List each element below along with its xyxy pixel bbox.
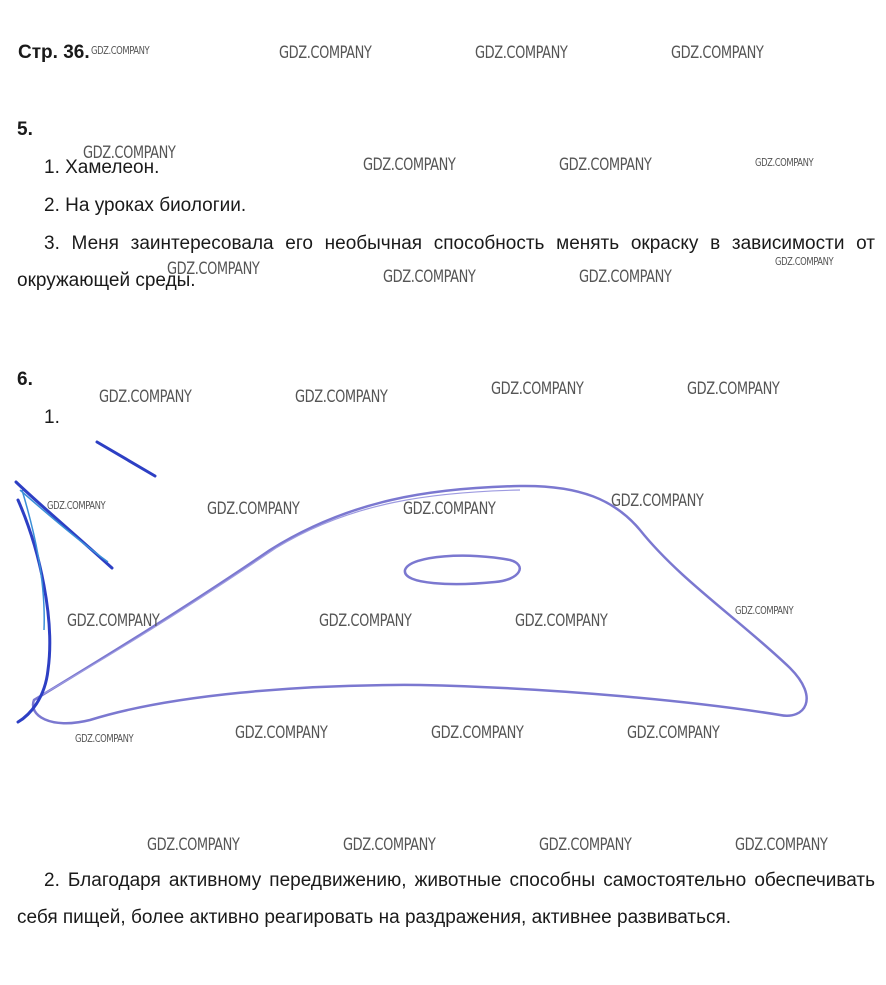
task-6-item-1-label: 1. <box>44 407 60 428</box>
watermark: GDZ.COMPANY <box>775 255 834 268</box>
flagellum-accent <box>22 490 44 630</box>
watermark: GDZ.COMPANY <box>279 43 372 63</box>
watermark: GDZ.COMPANY <box>671 43 764 63</box>
watermark: GDZ.COMPANY <box>627 723 720 743</box>
watermark: GDZ.COMPANY <box>295 387 388 407</box>
nucleus <box>405 556 520 584</box>
watermark: GDZ.COMPANY <box>755 156 814 169</box>
watermark: GDZ.COMPANY <box>475 43 568 63</box>
task-6-answer-2: 2. Благодаря активному передвижению, животные способны самостоятельно обеспечивать себя пищей, более активно реагировать на раздражения, активнее развиваться. <box>17 870 875 928</box>
watermark: GDZ.COMPANY <box>491 379 584 399</box>
watermark: GDZ.COMPANY <box>167 259 260 279</box>
task-6-number: 6. <box>17 369 33 390</box>
watermark: GDZ.COMPANY <box>431 723 524 743</box>
watermark: GDZ.COMPANY <box>403 499 496 519</box>
task-5-answer-1: 1. Хамелеон. <box>44 157 160 178</box>
stroke-mark-1 <box>97 442 155 476</box>
watermark: GDZ.COMPANY <box>687 379 780 399</box>
watermark: GDZ.COMPANY <box>99 387 192 407</box>
euglena-drawing <box>0 430 886 760</box>
watermark: GDZ.COMPANY <box>319 611 412 631</box>
watermark: GDZ.COMPANY <box>67 611 160 631</box>
body-outline-inner <box>40 490 520 696</box>
watermark: GDZ.COMPANY <box>47 499 106 512</box>
body-outline <box>33 486 807 723</box>
task-5-answer-3: 3. Меня заинтересовала его необычная способность менять окраску в зависимости от окружающей среды. <box>17 233 875 291</box>
watermark: GDZ.COMPANY <box>75 732 134 745</box>
watermark: GDZ.COMPANY <box>515 611 608 631</box>
watermark: GDZ.COMPANY <box>235 723 328 743</box>
watermark: GDZ.COMPANY <box>147 835 240 855</box>
watermark: GDZ.COMPANY <box>363 155 456 175</box>
watermark: GDZ.COMPANY <box>539 835 632 855</box>
watermark: GDZ.COMPANY <box>579 267 672 287</box>
watermark: GDZ.COMPANY <box>735 835 828 855</box>
watermark: GDZ.COMPANY <box>91 44 150 57</box>
task-5-number: 5. <box>17 119 33 140</box>
page-ref: Стр. 36. <box>18 42 90 63</box>
task-5-answer-2: 2. На уроках биологии. <box>44 195 247 216</box>
watermark: GDZ.COMPANY <box>611 491 704 511</box>
watermark: GDZ.COMPANY <box>343 835 436 855</box>
watermark: GDZ.COMPANY <box>735 604 794 617</box>
watermark: GDZ.COMPANY <box>83 143 176 163</box>
watermark: GDZ.COMPANY <box>207 499 300 519</box>
watermark: GDZ.COMPANY <box>383 267 476 287</box>
watermark: GDZ.COMPANY <box>559 155 652 175</box>
